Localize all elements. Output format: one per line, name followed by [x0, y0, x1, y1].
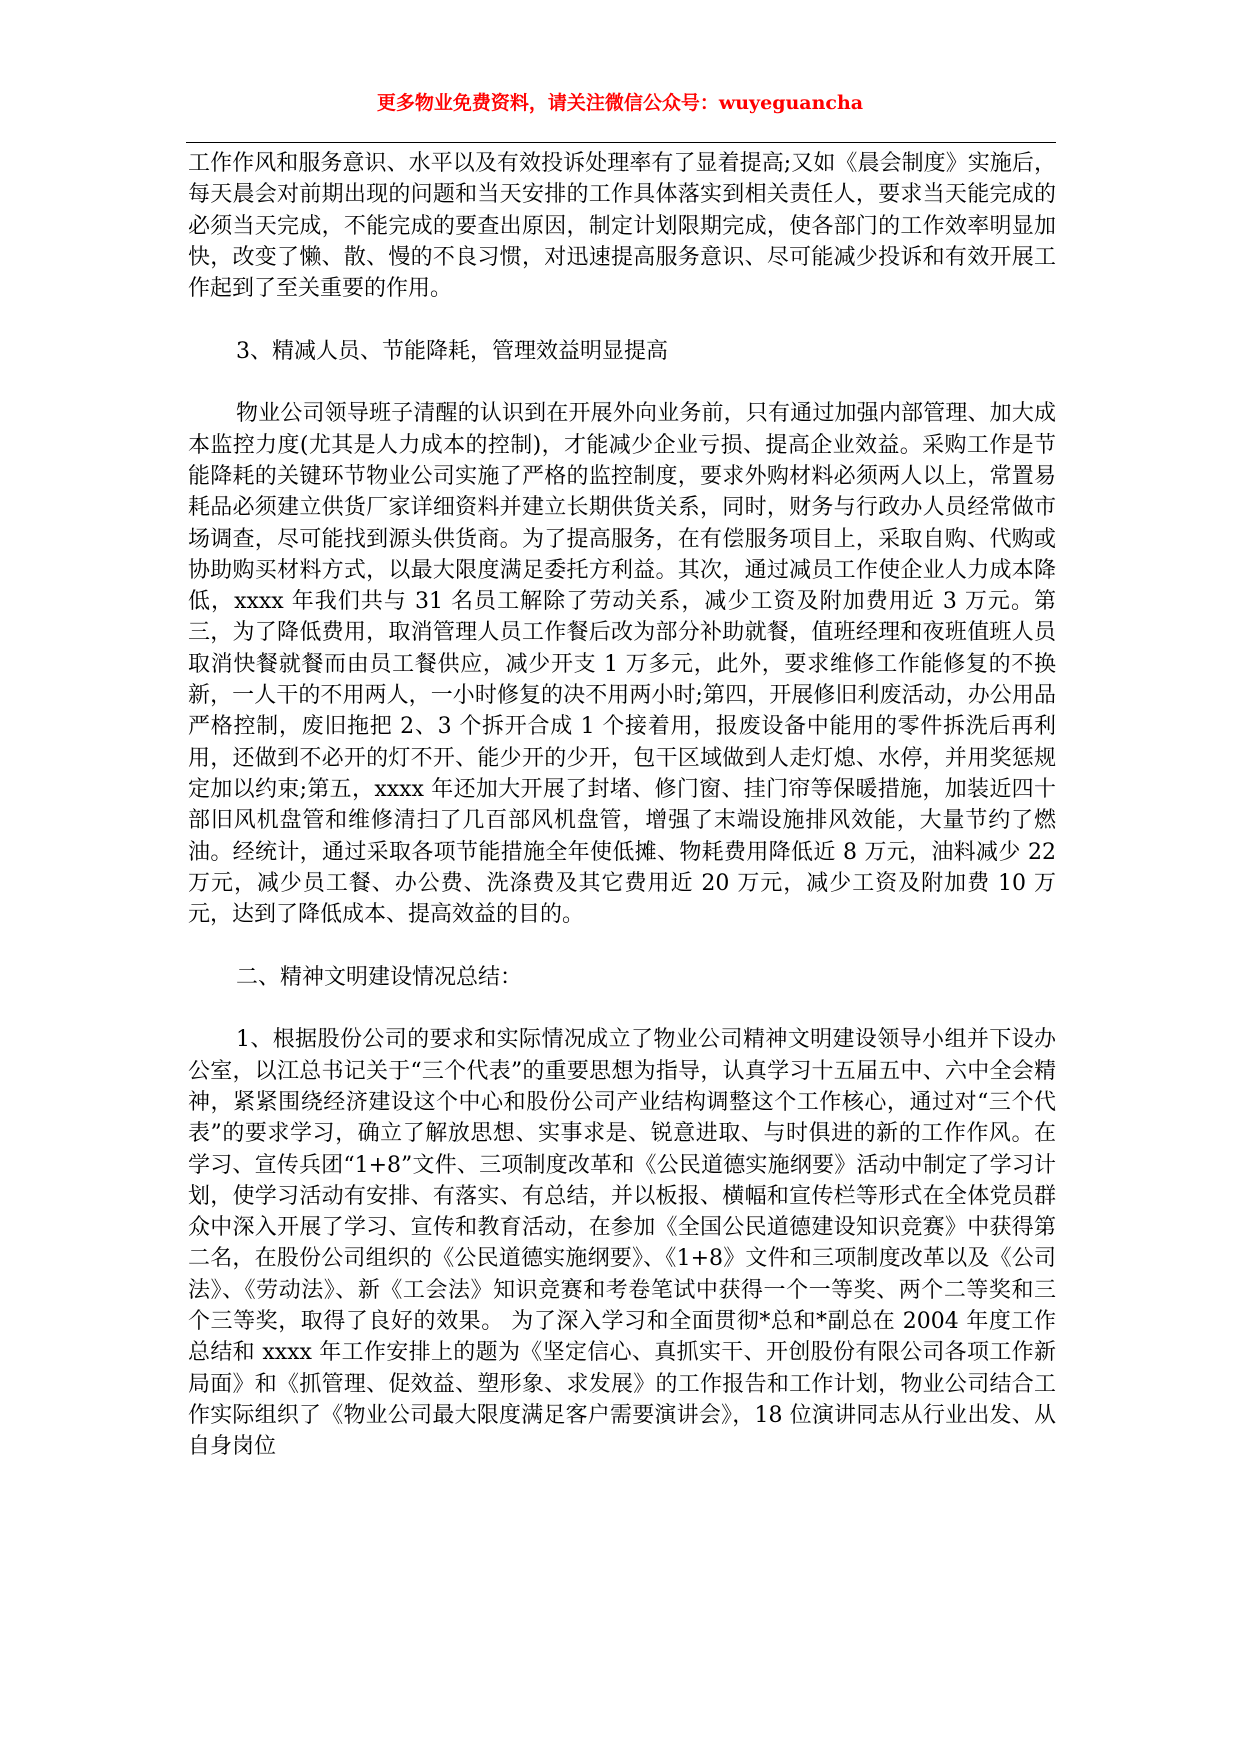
promo-banner-text: 更多物业免费资料，请关注微信公众号：wuyeguancha: [376, 92, 864, 114]
page-header: [0, 86, 1240, 120]
section-heading-spiritual-civilization: 二、精神文明建设情况总结：: [236, 964, 523, 990]
paragraph-continuation: 工作作风和服务意识、水平以及有效投诉处理率有了显着提高;又如《晨会制度》实施后，每天晨会对前期出现的问题和当天安排的工作具体落实到相关责任人，要求当天能完成的必须当天完成，不能完成的要查出原因，制定计划限期完成，使各部门的工作效率明显加快，改变了懒、散、慢的不良习惯，对迅速提高服务意识、尽可能减少投诉和有效开展工作起到了至关重要的作用。: [188, 151, 1056, 302]
paragraph-spiritual-civilization: 1、根据股份公司的要求和实际情况成立了物业公司精神文明建设领导小组并下设办公室，以江总书记关于“三个代表”的重要思想为指导，认真学习十五届五中、六中全会精神，紧紧围绕经济建设这个中心和股份公司产业结构调整这个工作核心，通过对“三个代表”的要求学习，确立了解放思想、实事求是、锐意进取、与时俱进的新的工作作风。在学习、宣传兵团“1+8”文件、三项制度改革和《公民道德实施纲要》活动中制定了学习计划，使学习活动有安排、有落实、有总结，并以板报、横幅和宣传栏等形式在全体党员群众中深入开展了学习、宣传和教育活动，在参加《全国公民道德建设知识竞赛》中获得第二名，在股份公司组织的《公民道德实施纲要》、《1+8》文件和三项制度改革以及《公司法》、《劳动法》、新《工会法》知识竞赛和考卷笔试中获得一个一等奖、两个二等奖和三个三等奖，取得了良好的效果。 为了深入学习和全面贯彻*总和*副总在 2004 年度工作总结和 xxxx 年工作安排上的题为《坚定信心、真抓实干、开创股份有限公司各项工作新局面》和《抓管理、促效益、塑形象、求发展》的工作报告和工作计划，物业公司结合工作实际组织了《物业公司最大限度满足客户需要演讲会》，18 位演讲同志从行业出发、从自身岗位: [188, 1027, 1056, 1460]
paragraph-cost-control: 物业公司领导班子清醒的认识到在开展外向业务前，只有通过加强内部管理、加大成本监控力度(尤其是人力成本的控制)，才能减少企业亏损、提高企业效益。采购工作是节能降耗的关键环节物业公司实施了严格的监控制度，要求外购材料必须两人以上，常置易耗品必须建立供货厂家详细资料并建立长期供货关系，同时，财务与行政办人员经常做市场调查，尽可能找到源头供货商。为了提高服务，在有偿服务项目上，采取自购、代购或协助购买材料方式，以最大限度满足委托方利益。其次，通过减员工作使企业人力成本降低，xxxx 年我们共与 31 名员工解除了劳动关系，减少工资及附加费用近 3 万元。第三，为了降低费用，取消管理人员工作餐后改为部分补助就餐，值班经理和夜班值班人员取消快餐就餐而由员工餐供应，减少开支 1 万多元，此外，要求维修工作能修复的不换新，一人干的不用两人，一小时修复的决不用两小时;第四，开展修旧利废活动，办公用品严格控制，废旧拖把 2、3 个拆开合成 1 个接着用，报废设备中能用的零件拆洗后再利用，还做到不必开的灯不开、能少开的少开，包干区域做到人走灯熄、水停，并用奖惩规定加以约束;第五，xxxx 年还加大开展了封堵、修门窗、挂门帘等保暖措施，加装近四十部旧风机盘管和维修清扫了几百部风机盘管，增强了末端设施排风效能，大量节约了燃油。经统计，通过采取各项节能措施全年使低摊、物耗费用降低近 8 万元，油料减少 22 万元，减少员工餐、办公费、洗涤费及其它费用近 20 万元，减少工资及附加费 10 万元，达到了降低成本、提高效益的目的。: [188, 401, 1056, 928]
header-divider: [186, 142, 1056, 143]
document-body: [188, 148, 1056, 1462]
section-heading-cost-saving: 3、精减人员、节能降耗，管理效益明显提高: [236, 338, 668, 364]
